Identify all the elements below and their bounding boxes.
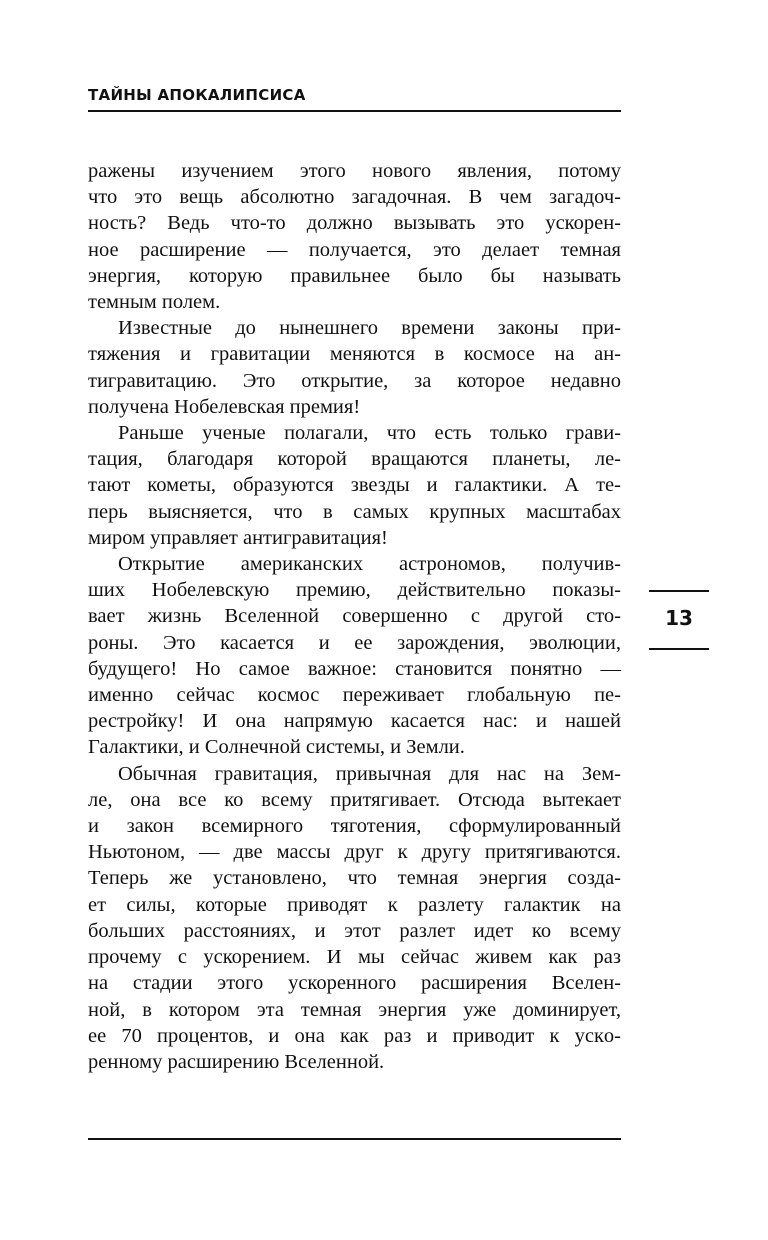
text-line: рестройку! И она напрямую касается нас: и нашей [88, 710, 621, 733]
text-line: ле, она все ко всему притягивает. Отсюда вытекает [88, 788, 621, 811]
text-line: ное расширение — получается, это делает темная [88, 238, 621, 261]
text-line: будущего! Но самое важное: становится понятно — [88, 657, 621, 680]
text-line: что это вещь абсолютно загадочная. В чем загадоч- [88, 186, 621, 209]
text-line: на стадии этого ускоренного расширения Вселен- [88, 972, 621, 995]
text-line: тигравитацию. Это открытие, за которое недавно [88, 369, 621, 392]
text-line: вает жизнь Вселенной совершенно с другой сто- [88, 605, 621, 628]
text-line: Известные до нынешнего времени законы при- [118, 317, 621, 340]
text-line: Обычная гравитация, привычная для нас на Зем- [118, 762, 621, 785]
text-line: Открытие американских астрономов, получив- [118, 553, 621, 576]
text-line: Галактики, и Солнечной системы, и Земли. [88, 736, 465, 759]
paragraph [88, 420, 621, 551]
paragraph [88, 315, 621, 420]
text-line: перь выясняется, что в самых крупных масштабах [88, 500, 621, 523]
text-line: тяжения и гравитации меняются в космосе на ан- [88, 343, 621, 366]
page-number: 13 [665, 606, 693, 630]
text-line: ность? Ведь что-то должно вызывать это ускорен- [88, 212, 621, 235]
paragraph [88, 158, 621, 315]
paragraph [88, 761, 621, 1075]
page-number-rule-top [649, 590, 709, 592]
paragraph [88, 551, 621, 761]
text-line: ее 70 процентов, и она как раз и приводит к ускo- [88, 1024, 621, 1047]
text-line: ших Нобелевскую премию, действительно показы- [88, 579, 621, 602]
footer-rule [88, 1138, 621, 1140]
text-line: и закон всемирного тяготения, сформулированный [88, 815, 621, 838]
text-line: тация, благодаря которой вращаются планеты, ле- [88, 448, 621, 471]
text-line: ражены изучением этого нового явления, потому [88, 160, 621, 182]
text-line: получена Нобелевская премия! [88, 395, 361, 418]
body-text [88, 158, 621, 1075]
text-line: Раньше ученые полагали, что есть только грави- [118, 422, 621, 445]
text-line: прочему с ускорением. И мы сейчас живем как раз [88, 946, 621, 969]
text-line: миром управляет антигравитация! [88, 526, 388, 549]
text-line: ной, в котором эта темная энергия уже доминирует, [88, 998, 621, 1021]
text-line: больших расстояниях, и этот разлет идет ко всему [88, 919, 621, 942]
text-line: темным полем. [88, 291, 221, 314]
text-line: Теперь же установлено, что темная энергия созда- [88, 867, 621, 890]
text-line: тают кометы, образуются звезды и галактики. А те- [88, 474, 621, 497]
running-head [88, 84, 621, 112]
text-line: Ньютоном, — две массы друг к другу притягиваются. [88, 841, 621, 864]
text-line: роны. Это касается и ее зарождения, эволюции, [88, 631, 621, 654]
text-line: ренному расширению Вселенной. [88, 1050, 385, 1073]
running-head-title: ТАЙНЫ АПОКАЛИПСИСА [88, 86, 306, 104]
text-line: именно сейчас космос переживает глобальную пе- [88, 684, 621, 707]
text-line: энергия, которую правильнее было бы называть [88, 264, 621, 287]
text-line: ет силы, которые приводят к разлету галактик на [88, 893, 621, 916]
page-number-rule-bottom [649, 648, 709, 650]
